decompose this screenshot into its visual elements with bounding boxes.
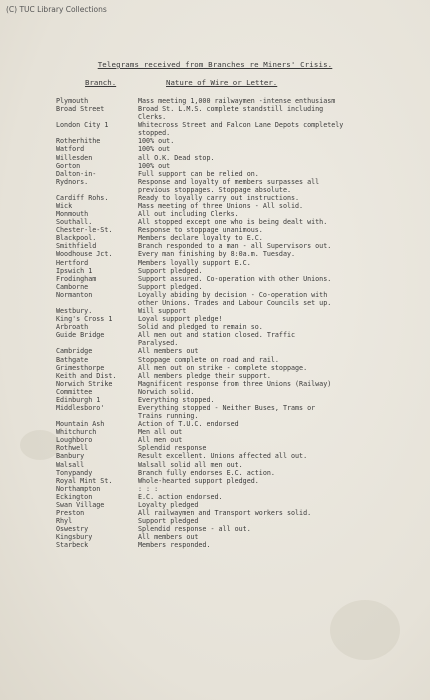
branch-name: Walsall — [56, 460, 85, 469]
telegram-row — [0, 323, 430, 331]
telegram-row — [0, 509, 430, 517]
telegram-row — [0, 469, 430, 477]
wire-nature: Members responded. — [138, 541, 211, 550]
telegram-row — [0, 347, 430, 355]
branch-name: Monmouth — [56, 210, 89, 219]
wire-nature: Support pledged. — [138, 282, 203, 291]
branch-name: Eckington — [56, 492, 93, 501]
branch-name: Royal Mint St. — [56, 476, 113, 485]
telegram-row — [0, 356, 430, 364]
telegram-row — [0, 97, 430, 105]
wire-nature: All out including Clerks. — [138, 210, 239, 219]
telegram-row — [0, 541, 430, 549]
telegram-row — [0, 485, 430, 493]
wire-nature: Response to stoppage unanimous. — [138, 226, 263, 235]
branch-name: Frodingham — [56, 274, 97, 283]
telegram-row — [0, 121, 430, 129]
branch-name: Ipswich 1 — [56, 266, 93, 275]
paper-stain — [330, 600, 400, 660]
wire-nature: 100% out — [138, 145, 171, 154]
telegram-row — [0, 461, 430, 469]
branch-name: King's Cross 1 — [56, 315, 113, 324]
branch-name: Norwich Strike — [56, 379, 113, 388]
wire-nature: Support pledged — [138, 517, 199, 526]
telegram-row — [0, 307, 430, 315]
wire-nature: All members out — [138, 347, 199, 356]
wire-nature: Paralysed. — [138, 339, 179, 348]
branch-column-header: Branch. — [85, 78, 117, 87]
copyright-notice: (C) TUC Library Collections — [6, 5, 107, 14]
wire-nature: Broad St. L.M.S. complete standstill including — [138, 105, 324, 114]
wire-nature: Support pledged. — [138, 266, 203, 275]
branch-name: Broad Street — [56, 105, 105, 114]
branch-name: Loughboro — [56, 436, 93, 445]
wire-nature: other Unions. Trades and Labour Councils set up. — [138, 298, 332, 307]
wire-nature: Men all out — [138, 428, 183, 437]
wire-nature: Response and loyalty of members surpasses all — [138, 177, 320, 186]
wire-nature: Result excellent. Unions affected all out. — [138, 452, 308, 461]
telegram-row — [0, 137, 430, 145]
wire-nature: Mass meeting 1,000 railwaymen -intense enthusiasm — [138, 97, 336, 105]
telegram-row — [0, 420, 430, 428]
telegram-row — [0, 477, 430, 485]
branch-name: Committee — [56, 387, 93, 396]
telegram-row — [0, 250, 430, 258]
telegram-row — [0, 210, 430, 218]
telegram-row — [0, 299, 430, 307]
telegram-row — [0, 105, 430, 113]
branch-name: Willesden — [56, 153, 93, 162]
wire-nature: Everything stopped - Neither Buses, Trams or — [138, 403, 316, 412]
branch-name: Chester-le-St. — [56, 226, 113, 235]
telegram-row — [0, 226, 430, 234]
telegram-row — [0, 234, 430, 242]
wire-nature: Loyally abiding by decision - Co-operation with — [138, 290, 328, 299]
wire-nature: Members declare loyalty to E.C. — [138, 234, 263, 243]
telegram-row — [0, 194, 430, 202]
branch-name: Woodhouse Jct. — [56, 250, 113, 259]
branch-name: Guide Bridge — [56, 331, 105, 340]
telegram-row — [0, 242, 430, 250]
wire-nature: Action of T.U.C. endorsed — [138, 420, 239, 429]
wire-nature: Loyal support pledge! — [138, 315, 223, 324]
wire-nature: Support assured. Co-operation with other Unions. — [138, 274, 332, 283]
branch-name: Smithfield — [56, 242, 97, 251]
wire-nature: : : : — [138, 484, 159, 493]
branch-name: Preston — [56, 508, 85, 517]
telegram-row — [0, 372, 430, 380]
wire-nature: Stoppage complete on road and rail. — [138, 355, 279, 364]
telegram-row — [0, 380, 430, 388]
telegram-row — [0, 267, 430, 275]
wire-nature: Members loyally support E.C. — [138, 258, 251, 267]
telegram-row — [0, 202, 430, 210]
branch-name: Tonypandy — [56, 468, 93, 477]
wire-nature: Walsall solid all men out. — [138, 460, 243, 469]
telegram-list — [0, 97, 430, 549]
wire-nature: All stopped except one who is being dealt with. — [138, 218, 328, 227]
telegram-row — [0, 444, 430, 452]
telegram-row — [0, 404, 430, 412]
wire-nature: All members out — [138, 533, 199, 542]
branch-name: Wick — [56, 202, 73, 211]
wire-nature: all O.K. Dead stop. — [138, 153, 215, 162]
wire-nature: Whole-hearted support pledged. — [138, 476, 259, 485]
branch-name: Swan Village — [56, 500, 105, 509]
telegram-row — [0, 412, 430, 420]
wire-nature: 100% out. — [138, 137, 175, 146]
branch-name: Cardiff Rohs. — [56, 193, 109, 202]
telegram-row — [0, 145, 430, 153]
branch-name: Arbroath — [56, 323, 89, 332]
branch-name: Normanton — [56, 290, 93, 299]
branch-name: Keith and Dist. — [56, 371, 117, 380]
telegram-row — [0, 436, 430, 444]
telegram-row — [0, 186, 430, 194]
branch-name: Blackpool. — [56, 234, 97, 243]
wire-nature: Mass meeting of three Unions - All solid. — [138, 202, 304, 211]
wire-nature: All men out on strike - complete stoppage. — [138, 363, 308, 372]
telegram-row — [0, 170, 430, 178]
telegram-row — [0, 154, 430, 162]
telegram-row — [0, 283, 430, 291]
telegram-row — [0, 525, 430, 533]
telegram-row — [0, 452, 430, 460]
telegram-row — [0, 259, 430, 267]
wire-nature: Clerks. — [138, 113, 167, 122]
branch-name: Rydnors. — [56, 177, 89, 186]
wire-nature: All railwaymen and Transport workers solid. — [138, 508, 312, 517]
wire-nature: stopped. — [138, 129, 171, 138]
wire-nature: Everything stopped. — [138, 395, 215, 404]
wire-nature: Norwich solid. — [138, 387, 195, 396]
telegram-row — [0, 517, 430, 525]
wire-nature: Ready to loyally carry out instructions. — [138, 193, 300, 202]
wire-nature: Branch fully endorses E.C. action. — [138, 468, 275, 477]
telegram-row — [0, 315, 430, 323]
telegram-row — [0, 129, 430, 137]
nature-column-header: Nature of Wire or Letter. — [166, 78, 278, 87]
telegram-row — [0, 339, 430, 347]
telegram-row — [0, 218, 430, 226]
wire-nature: Splendid response - all out. — [138, 525, 251, 534]
wire-nature: previous stoppages. Stoppage absolute. — [138, 185, 291, 194]
wire-nature: Will support — [138, 307, 187, 316]
branch-name: Kingsbury — [56, 533, 93, 542]
telegram-row — [0, 364, 430, 372]
telegram-row — [0, 428, 430, 436]
wire-nature: E.C. action endorsed. — [138, 492, 223, 501]
branch-name: Whitchurch — [56, 428, 97, 437]
wire-nature: Loyalty pledged — [138, 500, 199, 509]
telegram-row — [0, 162, 430, 170]
branch-name: Grimesthorpe — [56, 363, 105, 372]
branch-name: Banbury — [56, 452, 85, 461]
branch-name: Hertford — [56, 258, 89, 267]
document-title: Telegrams received from Branches re Miners' Crisis. — [97, 60, 333, 69]
wire-nature: Magnificent response from three Unions (Railway) — [138, 379, 332, 388]
branch-name: Southall. — [56, 218, 93, 227]
branch-name: Dalton-in- — [56, 169, 97, 178]
branch-name: Rotherhithe — [56, 137, 101, 146]
telegram-row — [0, 331, 430, 339]
branch-name: London City 1 — [56, 121, 109, 130]
branch-name: Oswestry — [56, 525, 89, 534]
branch-name: Plymouth — [56, 97, 89, 105]
wire-nature: Solid and pledged to remain so. — [138, 323, 263, 332]
wire-nature: Trains running. — [138, 412, 199, 421]
branch-name: Bathgate — [56, 355, 89, 364]
telegram-row — [0, 113, 430, 121]
branch-name: Edinburgh 1 — [56, 395, 101, 404]
wire-nature: Every man finishing by 8:0a.m. Tuesday. — [138, 250, 296, 259]
telegram-row — [0, 291, 430, 299]
wire-nature: All men out — [138, 436, 183, 445]
branch-name: Watford — [56, 145, 85, 154]
telegram-row — [0, 178, 430, 186]
wire-nature: 100% out — [138, 161, 171, 170]
telegram-row — [0, 533, 430, 541]
branch-name: Mountain Ash — [56, 420, 105, 429]
branch-name: Starbeck — [56, 541, 89, 550]
wire-nature: All members pledge their support. — [138, 371, 271, 380]
wire-nature: Whitecross Street and Falcon Lane Depots completely — [138, 121, 344, 130]
branch-name: Rothwell — [56, 444, 89, 453]
branch-name: Rhyl — [56, 517, 73, 526]
telegram-row — [0, 493, 430, 501]
wire-nature: Branch responded to a man - all Supervisors out. — [138, 242, 332, 251]
telegram-row — [0, 275, 430, 283]
branch-name: Northampton — [56, 484, 101, 493]
telegram-row — [0, 388, 430, 396]
telegram-row — [0, 396, 430, 404]
branch-name: Middlesboro' — [56, 403, 105, 412]
wire-nature: Full support can be relied on. — [138, 169, 259, 178]
branch-name: Camborne — [56, 282, 89, 291]
wire-nature: Splendid response — [138, 444, 207, 453]
telegram-row — [0, 501, 430, 509]
branch-name: Cambridge — [56, 347, 93, 356]
branch-name: Gorton — [56, 161, 81, 170]
wire-nature: All men out and station closed. Traffic — [138, 331, 296, 340]
branch-name: Westbury. — [56, 307, 93, 316]
